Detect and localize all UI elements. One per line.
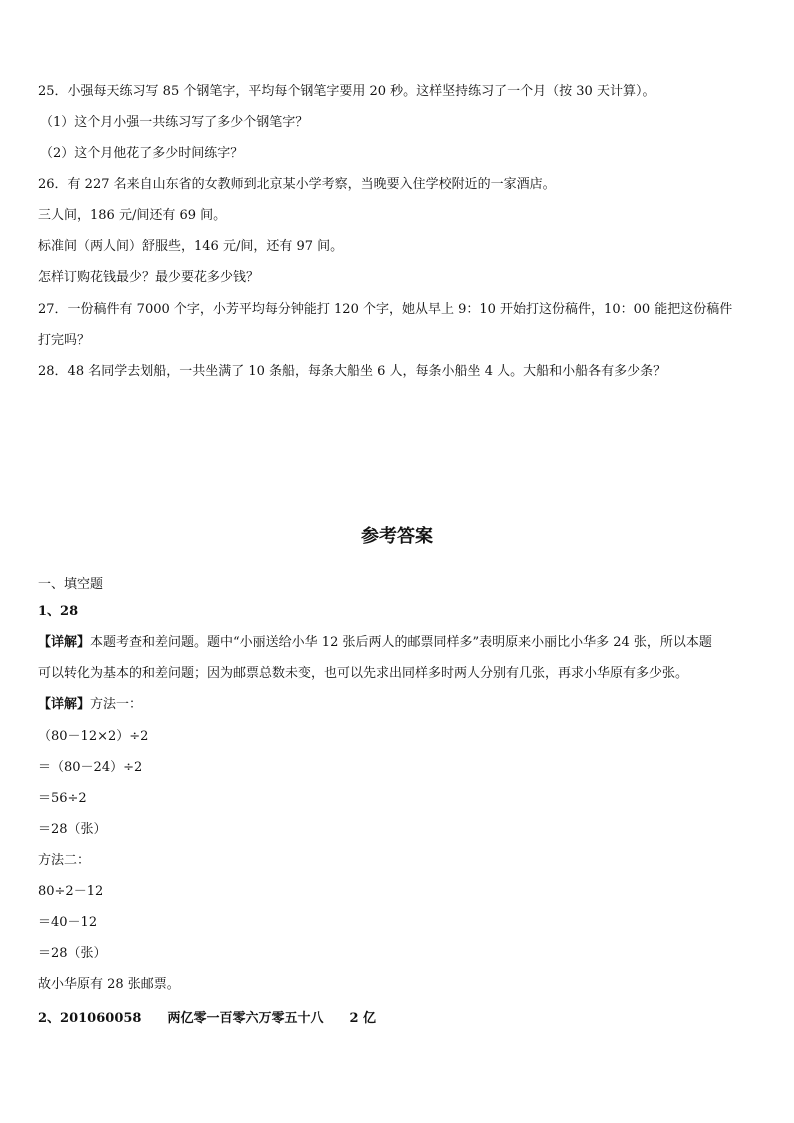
detail-text: 本题考查和差问题。题中“小丽送给小华 12 张后两人的邮票同样多”表明原来小丽比小华多 24 张，所以本题 [90,635,712,650]
method-1-step-4: ＝28（张） [38,822,107,837]
method-1-step-2: ＝（80－24）÷2 [38,760,143,775]
method-1-step-3: ＝56÷2 [38,791,87,806]
method-2-step-3: ＝28（张） [38,946,107,961]
question-26-line-2: 三人间，186 元/间还有 69 间。 [38,208,227,223]
detail-tag: 【详解】 [38,635,91,650]
answer-1-conclusion: 故小华原有 28 张邮票。 [38,977,180,992]
method-1-step-1: （80－12×2）÷2 [38,729,149,744]
question-27-stem: 27．一份稿件有 7000 个字，小芳平均每分钟能打 120 个字，她从早上 9：10 开始打这份稿件，10：00 能把这份稿件 [38,302,733,317]
question-25-part-1: （1）这个月小强一共练习写了多少个钢笔字？ [40,115,309,130]
answer-2-number: 2、201060058 [38,1011,142,1026]
question-25-stem: 25．小强每天练习写 85 个钢笔字，平均每个钢笔字要用 20 秒。这样坚持练习了一个月（按 30 天计算）。 [38,84,656,99]
answer-2-approx: 2 亿 [349,1011,377,1026]
question-27-line-2: 打完吗？ [38,333,91,348]
answer-1-detail-line-2: 可以转化为基本的和差问题；因为邮票总数未变，也可以先求出同样多时两人分别有几张，再求小华原有多少张。 [38,666,689,681]
question-26-line-3: 标准间（两人间）舒服些，146 元/间，还有 97 间。 [38,239,344,254]
answer-2 [38,1010,376,1028]
detail-tag-2: 【详解】 [38,697,91,712]
answer-1-label: 1、28 [38,604,79,619]
question-26-stem: 26．有 227 名来自山东省的女教师到北京某小学考察，当晚要入住学校附近的一家酒店。 [38,177,556,192]
answer-1-detail-2 [38,696,142,714]
method-2-step-2: ＝40－12 [38,915,98,930]
method-2-label: 方法二： [38,853,91,868]
answer-1-detail-line-1 [38,634,712,652]
question-26-line-4: 怎样订购花钱最少？最少要花多少钱？ [38,270,260,285]
question-25-part-2: （2）这个月他花了多少时间练字？ [40,146,244,161]
method-2-step-1: 80÷2－12 [38,884,104,899]
question-28-stem: 28．48 名同学去划船，一共坐满了 10 条船，每条大船坐 6 人，每条小船坐 4 人。大船和小船各有多少条？ [38,364,667,379]
answer-2-words: 两亿零一百零六万零五十八 [167,1011,324,1026]
section-heading: 一、填空题 [38,577,104,592]
method-1-label: 方法一： [90,697,143,712]
answers-title: 参考答案 [361,526,433,547]
